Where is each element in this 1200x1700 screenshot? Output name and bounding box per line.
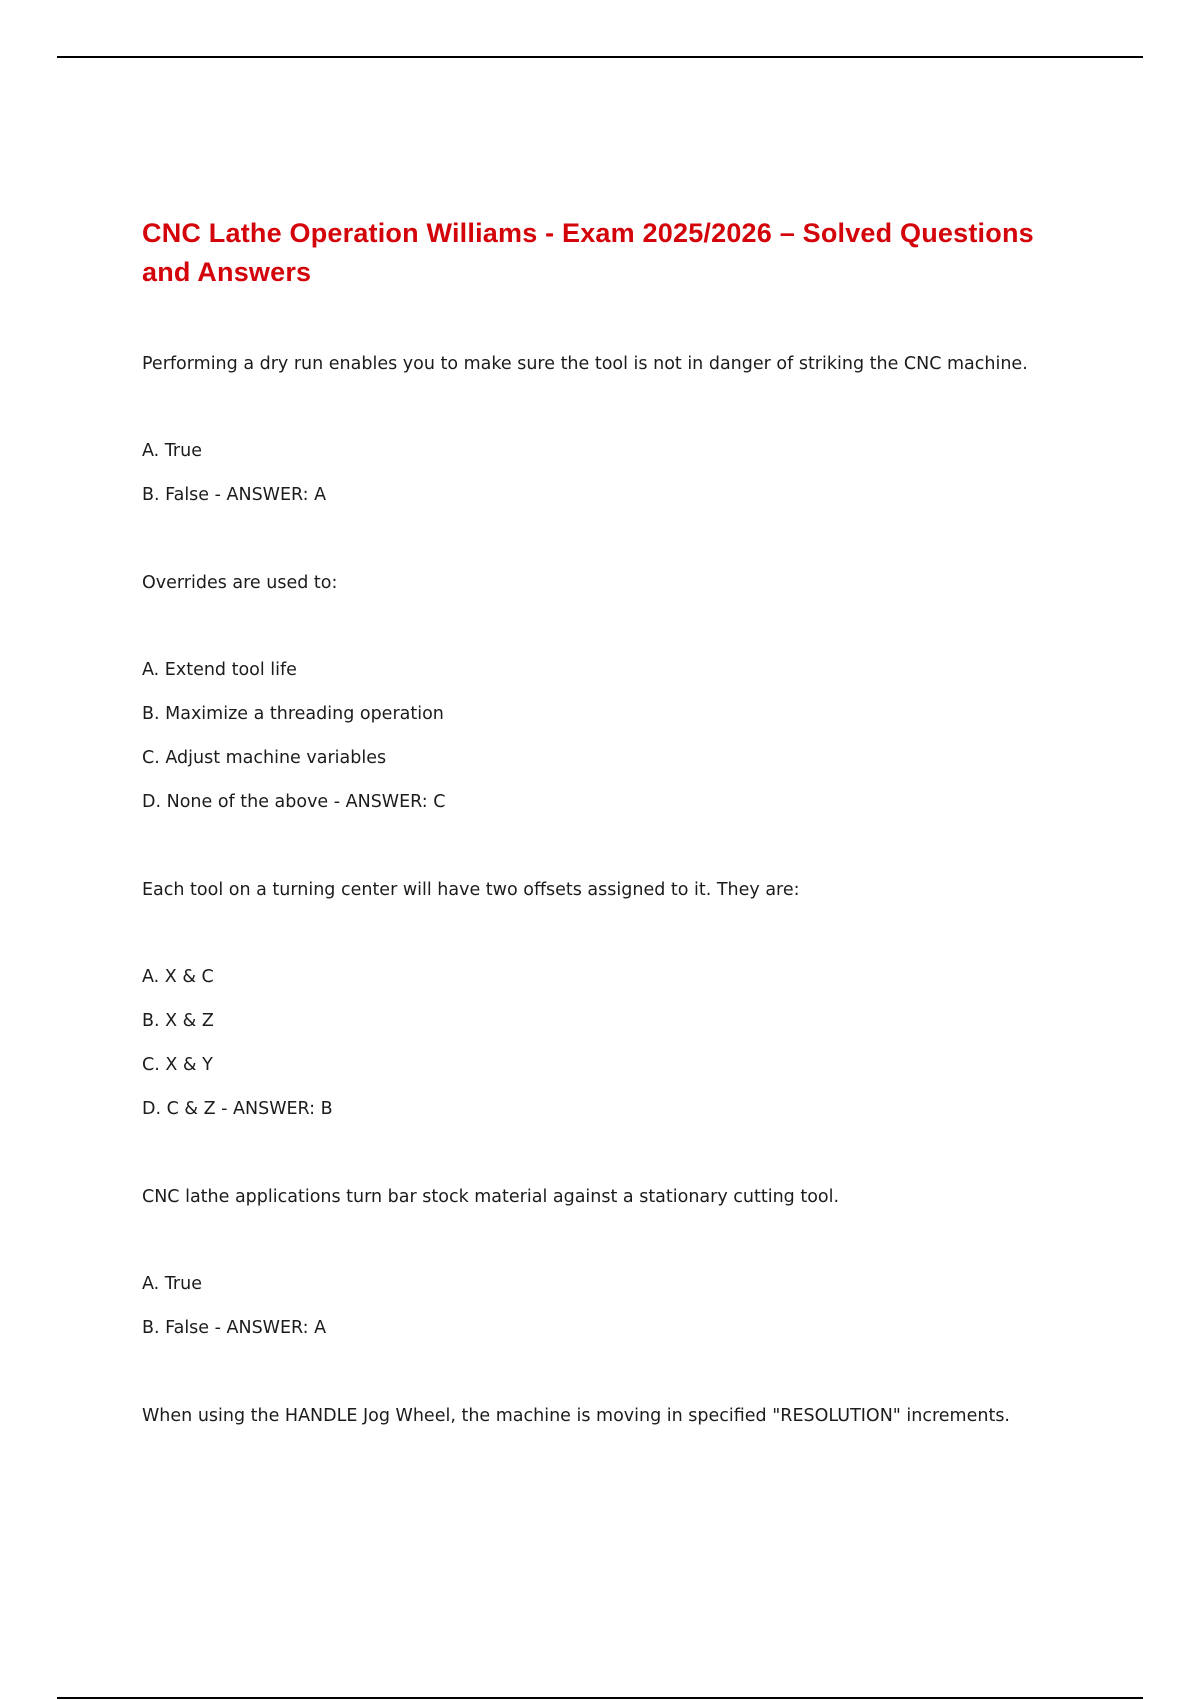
answer-option: C. X & Y [142, 1055, 213, 1075]
answer-option: A. Extend tool life [142, 660, 297, 680]
answer-option: D. C & Z - ANSWER: B [142, 1099, 333, 1119]
question-list [142, 352, 1142, 1492]
answer-option: A. True [142, 441, 202, 461]
question-block [142, 571, 1142, 814]
question-block [142, 1404, 1142, 1428]
question-text: Each tool on a turning center will have two offsets assigned to it. They are: [142, 880, 800, 900]
answer-option: B. False - ANSWER: A [142, 1318, 327, 1338]
footer-rule [57, 1697, 1143, 1699]
answer-option: B. Maximize a threading operation [142, 704, 444, 724]
question-text: Performing a dry run enables you to make sure the tool is not in danger of striking the CNC machine. [142, 354, 1028, 374]
header-rule [57, 56, 1143, 58]
question-text: Overrides are used to: [142, 573, 338, 593]
question-block [142, 352, 1142, 507]
document-title: CNC Lathe Operation Williams - Exam 2025/2026 – Solved Questions and Answers [142, 218, 1034, 287]
answer-option: B. False - ANSWER: A [142, 485, 327, 505]
question-text: CNC lathe applications turn bar stock material against a stationary cutting tool. [142, 1187, 840, 1207]
question-text: When using the HANDLE Jog Wheel, the machine is moving in specified "RESOLUTION" increments. [142, 1406, 1010, 1426]
answer-option: B. X & Z [142, 1011, 214, 1031]
answer-option: C. Adjust machine variables [142, 748, 387, 768]
answer-option: A. X & C [142, 967, 214, 987]
answer-option: D. None of the above - ANSWER: C [142, 792, 446, 812]
answer-option: A. True [142, 1274, 202, 1294]
question-block [142, 1185, 1142, 1340]
question-block [142, 878, 1142, 1121]
